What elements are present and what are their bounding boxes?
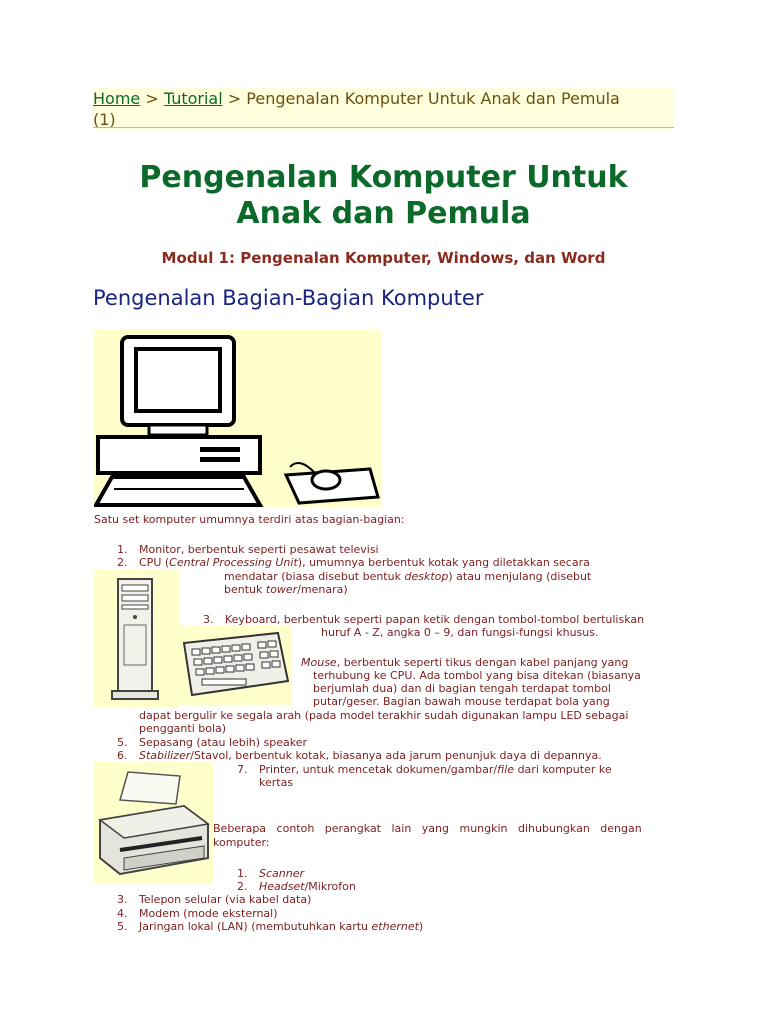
list-item-mouse-cont: dapat bergulir ke segala arah (pada model terakhir sudah digunakan lampu LED sebagai: [139, 709, 629, 722]
other-item-modem: Modem (mode eksternal): [139, 907, 278, 920]
list-item-cpu-cont: [224, 570, 591, 584]
list-number: 1.: [237, 867, 248, 880]
text-fragment: /Mikrofon: [304, 880, 356, 893]
list-number: 1.: [117, 543, 128, 556]
list-number: 3.: [203, 613, 214, 626]
text-emphasis: Mouse: [301, 656, 337, 669]
text-fragment: CPU (: [139, 556, 170, 569]
text-fragment: Jaringan lokal (LAN) (membutuhkan kartu: [139, 920, 372, 933]
other-item-scanner: Scanner: [259, 867, 305, 880]
list-number: 3.: [117, 893, 128, 906]
list-item-mouse-cont: berjumlah dua) dan di bagian tengah terdapat tombol: [313, 682, 611, 695]
printer-image: [94, 762, 213, 884]
list-item-stabilizer: [139, 749, 602, 763]
text-emphasis: file: [497, 763, 515, 776]
list-item-keyboard-cont: huruf A - Z, angka 0 – 9, dan fungsi-fungsi khusus.: [321, 626, 599, 639]
keyboard-image: [178, 625, 292, 705]
list-number: 2.: [237, 880, 248, 893]
list-number: 5.: [117, 736, 128, 749]
other-item-headset: [259, 880, 356, 894]
text-emphasis: ethernet: [371, 920, 419, 933]
other-devices-intro-cont: komputer:: [213, 836, 270, 849]
text-emphasis: desktop: [404, 570, 449, 583]
breadcrumb: [93, 88, 673, 130]
text-fragment: Printer, untuk mencetak dokumen/gambar/: [259, 763, 498, 776]
text-fragment: , berbentuk seperti tikus dengan kabel panjang yang: [336, 656, 629, 669]
list-item-printer: [259, 763, 612, 777]
breadcrumb-home-link[interactable]: Home: [93, 89, 141, 108]
section-heading: Pengenalan Bagian-Bagian Komputer: [93, 286, 484, 310]
list-item-keyboard: Keyboard, berbentuk seperti papan ketik dengan tombol-tombol bertuliskan: [225, 613, 645, 626]
other-item-telepon: Telepon selular (via kabel data): [139, 893, 312, 906]
text-fragment: ): [418, 920, 424, 933]
list-item-speaker: Sepasang (atau lebih) speaker: [139, 736, 308, 749]
list-item-mouse-cont: terhubung ke CPU. Ada tombol yang bisa ditekan (biasanya: [313, 669, 641, 682]
computer-illustration: [94, 329, 381, 507]
list-item-mouse-cont: pengganti bola): [139, 722, 227, 735]
text-fragment: bentuk: [224, 583, 266, 596]
page-title: [93, 160, 674, 232]
text-fragment: /Stavol, berbentuk kotak, biasanya ada jarum penunjuk daya di depannya.: [190, 749, 602, 762]
list-number: 4.: [117, 907, 128, 920]
divider: [93, 127, 674, 128]
text-emphasis: Stabilizer: [139, 749, 191, 762]
list-number: 7.: [237, 763, 248, 776]
breadcrumb-separator: >: [145, 89, 159, 108]
other-devices-intro: Beberapa contoh perangkat lain yang mungkin dihubungkan dengan: [213, 822, 642, 835]
breadcrumb-current: Pengenalan Komputer Untuk Anak dan Pemula: [246, 89, 620, 108]
intro-text: Satu set komputer umumnya terdiri atas bagian-bagian:: [94, 513, 405, 526]
list-item-cpu: [139, 556, 590, 570]
text-emphasis: tower: [265, 583, 298, 596]
text-fragment: mendatar (biasa disebut bentuk: [224, 570, 405, 583]
text-emphasis: Central Processing Unit: [169, 556, 298, 569]
text-fragment: /menara): [297, 583, 348, 596]
list-item-mouse-cont: putar/geser. Bagian bawah mouse terdapat bola yang: [313, 695, 610, 708]
breadcrumb-tutorial-link[interactable]: Tutorial: [163, 89, 223, 108]
list-number: 2.: [117, 556, 128, 569]
list-item-printer-cont: kertas: [259, 776, 294, 789]
text-emphasis: Headset: [259, 880, 305, 893]
keyboard-illustration: [178, 625, 292, 705]
list-item-monitor: Monitor, berbentuk seperti pesawat televisi: [139, 543, 379, 556]
printer-illustration: [94, 762, 213, 884]
cpu-tower-image: [94, 569, 179, 707]
page-title-line2: Anak dan Pemula: [236, 196, 531, 231]
computer-set-image: [94, 329, 381, 507]
breadcrumb-current-cont: (1): [93, 110, 116, 129]
text-fragment: ), umumnya berbentuk kotak yang diletakkan secara: [297, 556, 590, 569]
text-fragment: dari komputer ke: [514, 763, 612, 776]
breadcrumb-separator: >: [227, 89, 242, 108]
list-item-cpu-cont: [224, 583, 348, 597]
module-subtitle: Modul 1: Pengenalan Komputer, Windows, dan Word: [161, 249, 606, 267]
other-item-lan: [139, 920, 423, 934]
list-number: 6.: [117, 749, 128, 762]
text-fragment: ) atau menjulang (disebut: [448, 570, 592, 583]
list-number: 5.: [117, 920, 128, 933]
list-item-mouse: [301, 656, 628, 670]
page-title-line1: Pengenalan Komputer Untuk: [139, 160, 628, 195]
cpu-tower-illustration: [94, 569, 179, 707]
